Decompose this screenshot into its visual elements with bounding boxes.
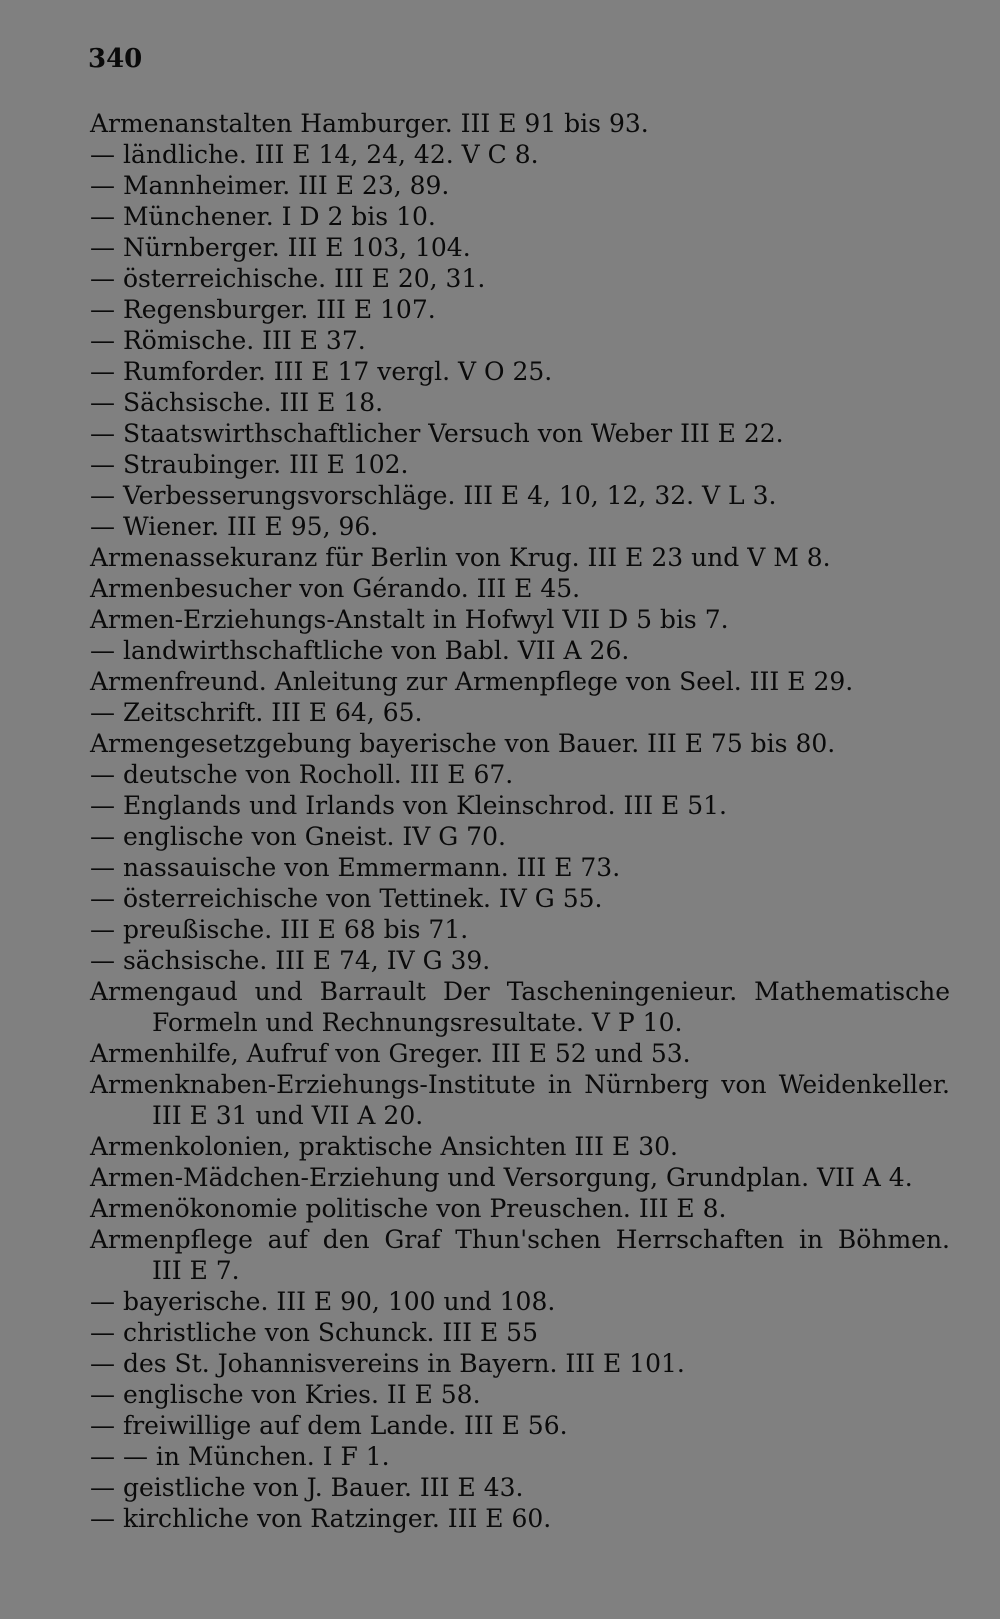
- index-entry: — kirchliche von Ratzinger. III E 60.: [90, 1504, 552, 1533]
- index-entry: — geistliche von J. Bauer. III E 43.: [90, 1473, 524, 1502]
- index-entry: — Römische. III E 37.: [90, 326, 366, 355]
- index-entry-continuation: III E 31 und VII A 20.: [152, 1101, 424, 1130]
- index-entry: — bayerische. III E 90, 100 und 108.: [90, 1287, 556, 1316]
- index-entry: — ländliche. III E 14, 24, 42. V C 8.: [90, 140, 539, 169]
- index-entry: — preußische. III E 68 bis 71.: [90, 915, 469, 944]
- index-entry: Armenkolonien, praktische Ansichten III E 30.: [90, 1132, 678, 1161]
- index-entry: Armenassekuranz für Berlin von Krug. III E 23 und V M 8.: [90, 543, 831, 572]
- index-entry: — Straubinger. III E 102.: [90, 450, 409, 479]
- index-entry: — Verbesserungsvorschläge. III E 4, 10, 12, 32. V L 3.: [90, 481, 777, 510]
- index-entry: Armengaud und Barrault Der Tascheningenieur. Mathematische: [90, 977, 950, 1006]
- index-entry: — deutsche von Rocholl. III E 67.: [90, 760, 514, 789]
- index-entry: — Sächsische. III E 18.: [90, 388, 384, 417]
- index-entry: — nassauische von Emmermann. III E 73.: [90, 853, 621, 882]
- index-entry-continuation: Formeln und Rechnungsresultate. V P 10.: [152, 1008, 683, 1037]
- index-entry: Armengesetzgebung bayerische von Bauer. III E 75 bis 80.: [90, 729, 836, 758]
- index-entry-continuation: III E 7.: [152, 1256, 240, 1285]
- index-entry: — Staatswirthschaftlicher Versuch von Weber III E 22.: [90, 419, 784, 448]
- index-entry: Armenhilfe, Aufruf von Greger. III E 52 und 53.: [90, 1039, 691, 1068]
- index-entry: Armenbesucher von Gérando. III E 45.: [90, 574, 581, 603]
- index-entry: Armenökonomie politische von Preuschen. III E 8.: [90, 1194, 727, 1223]
- index-entry: — sächsische. III E 74, IV G 39.: [90, 946, 491, 975]
- index-entry: — des St. Johannisvereins in Bayern. III E 101.: [90, 1349, 685, 1378]
- index-entry: Armenanstalten Hamburger. III E 91 bis 93.: [90, 109, 649, 138]
- index-entry: — englische von Gneist. IV G 70.: [90, 822, 506, 851]
- index-entry: — landwirthschaftliche von Babl. VII A 26.: [90, 636, 630, 665]
- index-entry: — österreichische. III E 20, 31.: [90, 264, 486, 293]
- index-entry: — Nürnberger. III E 103, 104.: [90, 233, 471, 262]
- index-entry: Armen-Mädchen-Erziehung und Versorgung, Grundplan. VII A 4.: [90, 1163, 913, 1192]
- index-entry: — Wiener. III E 95, 96.: [90, 512, 379, 541]
- index-entry: — Regensburger. III E 107.: [90, 295, 436, 324]
- index-entries: [90, 108, 950, 1534]
- index-entry: — Englands und Irlands von Kleinschrod. III E 51.: [90, 791, 727, 820]
- index-entry: Armenknaben-Erziehungs-Institute in Nürnberg von Weidenkeller.: [90, 1070, 950, 1099]
- page-number: 340: [88, 44, 143, 74]
- index-entry: — Mannheimer. III E 23, 89.: [90, 171, 450, 200]
- index-entry: — Münchener. I D 2 bis 10.: [90, 202, 436, 231]
- index-entry: — christliche von Schunck. III E 55: [90, 1318, 538, 1347]
- index-entry: — englische von Kries. II E 58.: [90, 1380, 481, 1409]
- index-entry: — Zeitschrift. III E 64, 65.: [90, 698, 423, 727]
- index-entry: — freiwillige auf dem Lande. III E 56.: [90, 1411, 568, 1440]
- index-entry: Armenpflege auf den Graf Thun'schen Herrschaften in Böhmen.: [90, 1225, 950, 1254]
- index-entry: Armen-Erziehungs-Anstalt in Hofwyl VII D 5 bis 7.: [90, 605, 729, 634]
- index-entry: Armenfreund. Anleitung zur Armenpflege von Seel. III E 29.: [90, 667, 854, 696]
- index-entry: — Rumforder. III E 17 vergl. V O 25.: [90, 357, 553, 386]
- index-entry: — österreichische von Tettinek. IV G 55.: [90, 884, 603, 913]
- index-entry: — — in München. I F 1.: [90, 1442, 390, 1471]
